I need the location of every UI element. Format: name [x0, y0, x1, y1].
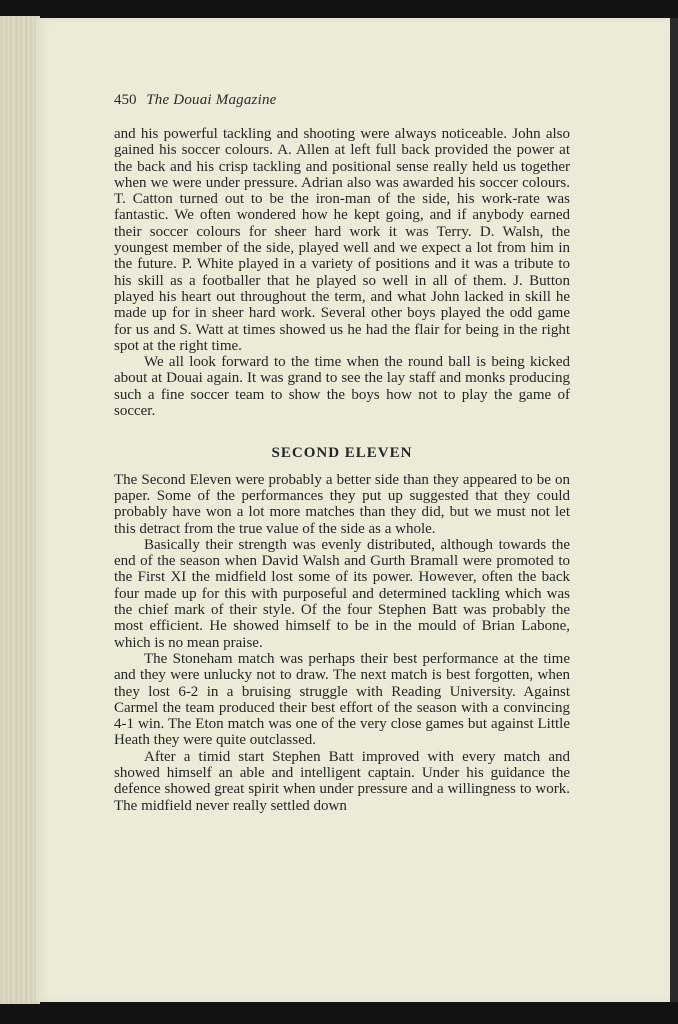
- magazine-title: The Douai Magazine: [146, 92, 277, 108]
- facing-page-edge: [670, 18, 678, 1002]
- page-number: 450: [114, 92, 137, 108]
- paragraph: After a timid start Stephen Batt improved with every match and showed himself an able and intelligent captain. Under his guidance the defence showed great spirit when under pressure and a willingness to work. The midfield never really settled down: [114, 748, 570, 814]
- running-header: [114, 92, 277, 109]
- page-stack-edge: [0, 16, 40, 1004]
- section-heading: SECOND ELEVEN: [271, 445, 413, 462]
- paragraph: The Stoneham match was perhaps their best performance at the time and they were unlucky not to draw. The next match is best forgotten, when they lost 6-2 in a bruising struggle with Reading University. Against Carmel the team produced their best effort of the season with a convincing 4-1 win. The Eton match was one of the very close games but against Little Heath they were quite outclassed.: [114, 650, 570, 749]
- paragraph: Basically their strength was evenly distributed, although towards the end of the season when David Walsh and Gurth Bramall were promoted to the First XI the midfield lost some of its power. However, often the back four made up for this with purposeful and determined tackling which was the chief mark of their style. Of the four Stephen Batt was probably the most efficient. He showed himself to be in the mould of Brian Labone, which is no mean praise.: [114, 536, 570, 651]
- paragraph: The Second Eleven were probably a better side than they appeared to be on paper. Some of the performances they put up suggested that they could probably have won a lot more matches than they did, but we must not let this detract from the true value of the side as a whole.: [114, 471, 570, 537]
- article-body: [114, 126, 570, 814]
- paragraph: We all look forward to the time when the round ball is being kicked about at Douai again. It was grand to see the lay staff and monks producing such a fine soccer team to show the boys how not to play the game of soccer.: [114, 354, 570, 420]
- paragraph: and his powerful tackling and shooting were always noticeable. John also gained his soccer colours. A. Allen at left full back provided the power at the back and his crisp tackling and positional sense really held us together when we were under pressure. Adrian also was awarded his soccer colours. T. Catton turned out to be the iron-man of the side, his work-rate was fantastic. We often wondered how he kept going, and if anybody earned their soccer colours for sheer hard work it was Terry. D. Walsh, the youngest member of the side, played well and we expect a lot from him in the future. P. White played in a variety of positions and it was a tribute to his skill as a footballer that he played so well in all of them. J. Button played his heart out throughout the term, and what John lacked in skill he made up for in sheer hard work. Several other boys played the odd game for us and S. Watt at times showed us he had the flair for being in the right spot at the right time.: [114, 126, 570, 354]
